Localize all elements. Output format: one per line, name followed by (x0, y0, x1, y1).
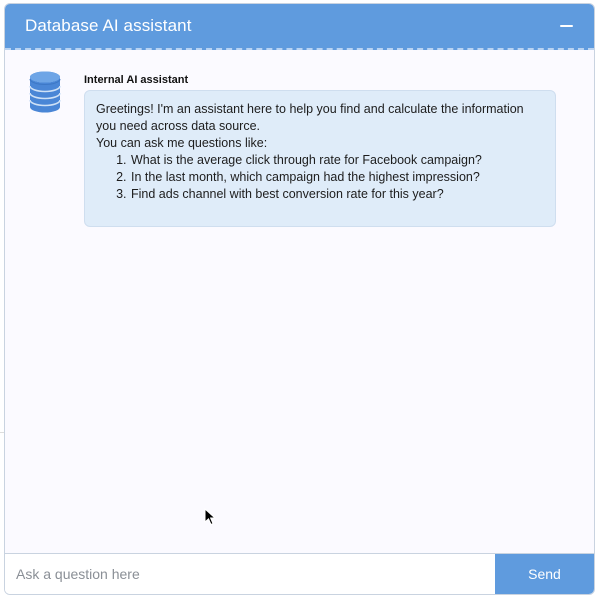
input-bar (5, 553, 594, 594)
chat-messages (5, 52, 594, 554)
example-question: 2. In the last month, which campaign had the highest impression? (130, 169, 545, 186)
example-question: 3. Find ads channel with best conversion rate for this year? (130, 186, 545, 203)
example-questions-list (96, 152, 545, 203)
mouse-pointer-icon (204, 508, 218, 526)
greeting-text: Greetings! I'm an assistant here to help you find and calculate the information you need across data source. (96, 102, 524, 133)
minimize-button[interactable] (556, 16, 576, 36)
chat-header (5, 4, 594, 50)
example-question: 1. What is the average click through rate for Facebook campaign? (130, 152, 545, 169)
chat-window (4, 3, 595, 595)
send-button[interactable]: Send (495, 554, 594, 594)
minus-icon (560, 25, 573, 27)
database-icon (27, 70, 63, 114)
window-title: Database AI assistant (25, 16, 192, 35)
question-input[interactable] (5, 554, 495, 594)
prompt-text: You can ask me questions like: (96, 136, 268, 150)
sender-name: Internal AI assistant (84, 74, 189, 86)
message-bubble (84, 90, 556, 227)
